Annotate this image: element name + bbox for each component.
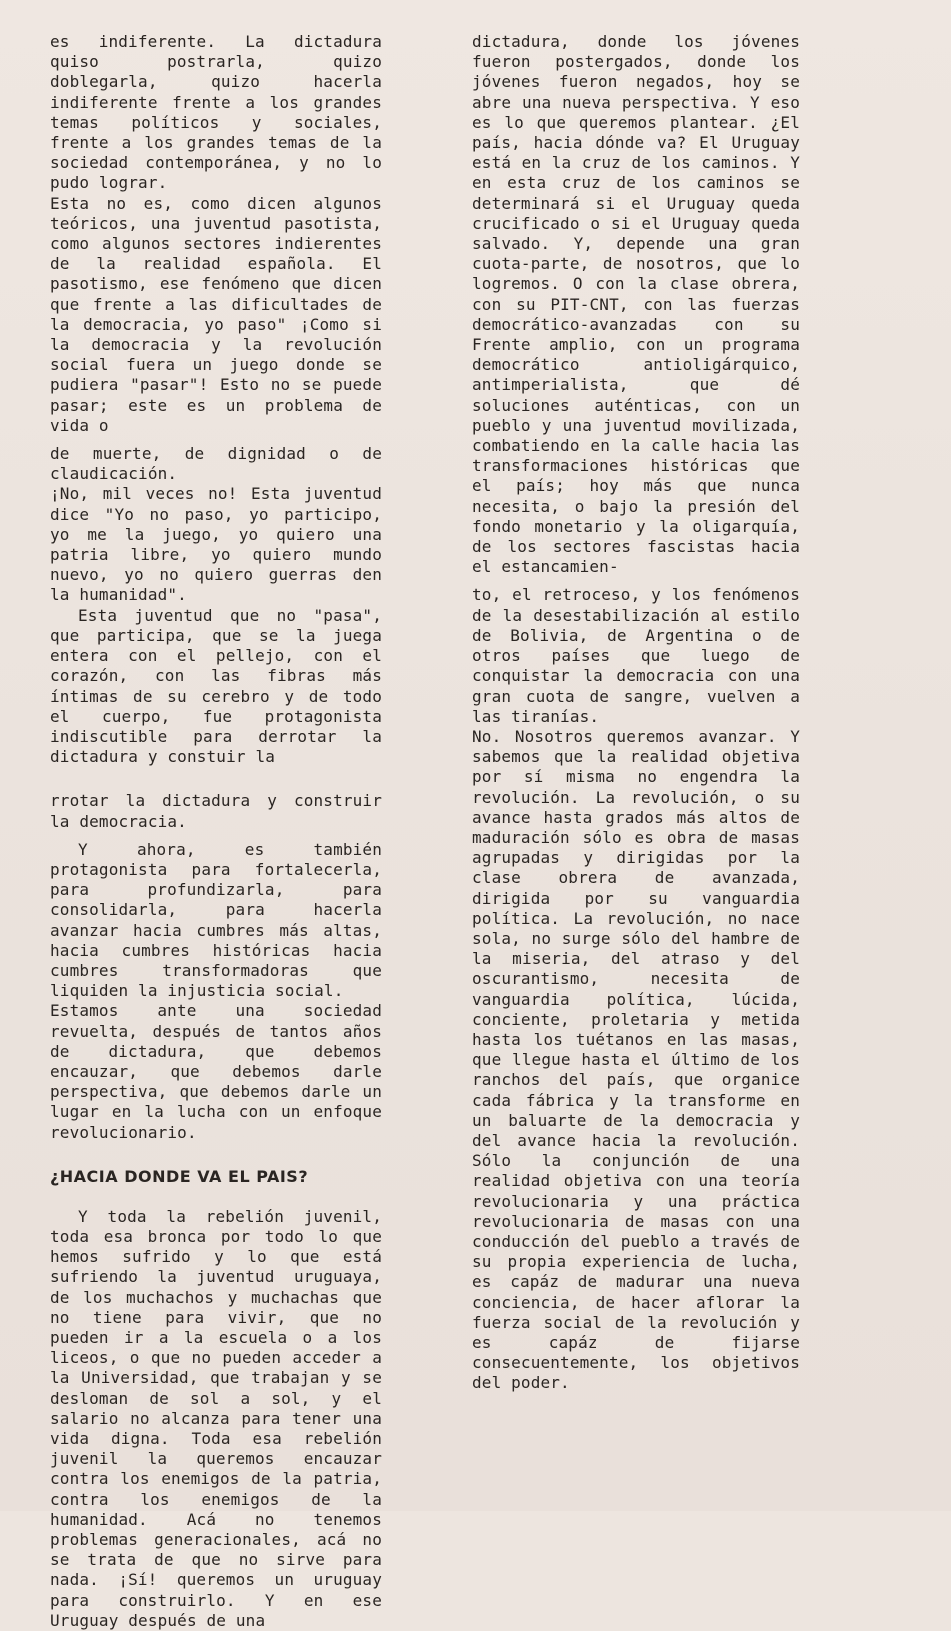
- paragraph: Y ahora, es también protagonista para fortalecerla, para profundizarla, para consolidarla, para hacerla avanzar hacia cumbres más altas, hacia cumbres históricas hacia cumbres transformadoras que liquiden la injusticia social.: [50, 839, 382, 1001]
- paragraph: rrotar la dictadura y construir la democracia.: [50, 791, 382, 831]
- paragraph: No. Nosotros queremos avanzar. Y sabemos que la realidad objetiva por sí misma no engendra la revolución. La revolución, o su avance hasta grados más altos de maduración sólo es obra de masas agrupadas y dirigidas por la clase obrera de avanzada, dirigida por su vanguardia política. La revolución, no nace sola, no surge sólo del hambre de la miseria, del atraso y del oscurantismo, necesita de vanguardia política, lúcida, conciente, proletaria y metida hasta los tuétanos en las masas, que llegue hasta el último de los ranchos del país, que organice cada fábrica y la transforme en un baluarte de la democracia y del avance hacia la revolución. Sólo la conjunción de una realidad objetiva con una teoría revolucionaria y una práctica revolucionaria de masas con una conducción del pueblo a través de su propia experiencia de lucha, es capáz de madurar una nueva conciencia, de hacer aflorar la fuerza social de la revolución y es capáz de fijarse consecuentemente, los objetivos del poder.: [472, 726, 800, 1393]
- spacer: [50, 832, 382, 840]
- paragraph: to, el retroceso, y los fenómenos de la desestabilización al estilo de Bolivia, de Argentina o de otros países que luego de conquistar la democracia con una gran cuota de sangre, vuelven a las tiranías.: [472, 585, 800, 726]
- paragraph: dictadura, donde los jóvenes fueron postergados, donde los jóvenes fueron negados, hoy se abre una nueva perspectiva. Y eso es lo que queremos plantear. ¿El país, hacia dónde va? El Uruguay está en la cruz de los caminos. Y en esta cruz de los caminos se determinará si el Uruguay queda crucificado o si el Uruguay queda salvado. Y, depende una gran cuota-parte, de nosotros, que lo logremos. O con la clase obrera, con su PIT-CNT, con las fuerzas democrático-avanzadas con su Frente amplio, con un programa democrático antioligárquico, antimperialista, que dé soluciones auténticas, con un pueblo y una juventud movilizada, combatiendo en la calle hacia las transformaciones históricas que el país; hoy más que nunca necesita, o bajo la presión del fondo monetario y la oligarquía, de los sectores fascistas hacia el estancamien-: [472, 32, 800, 577]
- paragraph: de muerte, de dignidad o de claudicación.: [50, 444, 382, 484]
- left-column: [50, 32, 382, 1631]
- paragraph: ¡No, mil veces no! Esta juventud dice "Yo no paso, yo participo, yo me la juego, yo quiero una patria libre, yo quiero mundo nuevo, yo no quiero guerras den la humanidad".: [50, 484, 382, 605]
- section-heading: ¿HACIA DONDE VA EL PAIS?: [50, 1166, 309, 1186]
- paragraph: Estamos ante una sociedad revuelta, después de tantos años de dictadura, que debemos encauzar, que debemos darle perspectiva, que debemos darle un lugar en la lucha con un enfoque revolucionario.: [50, 1001, 382, 1142]
- spacer: [50, 436, 382, 444]
- spacer: [50, 767, 382, 791]
- spacer: [472, 577, 800, 585]
- right-column: [472, 32, 800, 1394]
- paragraph: es indiferente. La dictadura quiso postrarla, quizo doblegarla, quizo hacerla indiferente frente a los grandes temas políticos y sociales, frente a los grandes temas de la sociedad contemporánea, y no lo pudo lograr.: [50, 32, 382, 193]
- paragraph: Y toda la rebelión juvenil, toda esa bronca por todo lo que hemos sufrido y lo que está sufriendo la juventud uruguaya, de los muchachos y muchachas que no tiene para vivir, que no pueden ir a la escuela o a los liceos, o que no pueden acceder a la Universidad, que trabajan y se desloman de sol a sol, y el salario no alcanza para tener una vida digna. Toda esa rebelión juvenil la queremos encauzar contra los enemigos de la patria, contra los enemigos de la humanidad. Acá no tenemos problemas generacionales, acá no se trata de que no sirve para nada. ¡Sí! queremos un uruguay para construirlo. Y en ese Uruguay después de una: [50, 1206, 382, 1630]
- paragraph: Esta juventud que no "pasa", que participa, que se la juega entera con el pellejo, con el corazón, con las fibras más íntimas de su cerebro y de todo el cuerpo, fue protagonista indiscutible para derrotar la dictadura y constuir la: [50, 605, 382, 767]
- paragraph: Esta no es, como dicen algunos teóricos, una juventud pasotista, como algunos sectores indierentes de la realidad española. El pasotismo, ese fenómeno que dicen que frente a las dificultades de la democracia, yo paso" ¡Como si la democracia y la revolución social fuera un juego donde se pudiera "pasar"! Esto no se puede pasar; este es un problema de vida o: [50, 193, 382, 435]
